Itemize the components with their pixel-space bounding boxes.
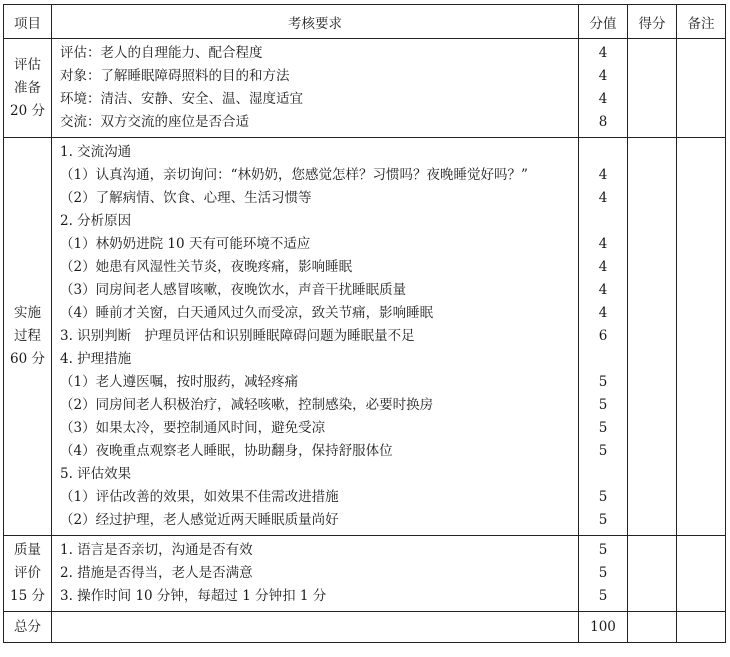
score-value: 5 [598,588,608,604]
requirements-cell [52,39,579,138]
requirement-line: 5. 评估效果 [60,466,132,482]
score-value: 4 [598,190,608,206]
obtained-cell [628,138,677,536]
requirement-line: 1. 语言是否亲切，沟通是否有效 [60,542,253,558]
requirement-line: （3）如果太冷，要控制通风时间，避免受凉 [60,420,326,436]
notes-cell [677,39,726,138]
total-obtained [628,612,677,643]
requirement-line: （4）睡前才关窗，白天通风过久而受凉，致关节痛，影响睡眠 [60,305,434,321]
score-value: 4 [598,282,608,298]
requirement-line: 评估：老人的自理能力、配合程度 [60,45,263,61]
score-value [579,463,627,486]
score-value: 5 [598,512,608,528]
score-value [579,348,627,371]
category-cell: 质量 评价 15 分 [4,536,52,612]
requirement-line: 交流：双方交流的座位是否合适 [60,114,249,130]
score-value: 4 [598,167,608,183]
section-quality-evaluation [4,536,726,612]
score-value: 4 [598,259,608,275]
header-row [4,5,726,39]
score-value: 4 [598,68,608,84]
score-value: 5 [598,443,608,459]
total-empty [52,612,579,643]
score-value: 5 [598,397,608,413]
score-value: 5 [598,420,608,436]
header-notes: 备注 [677,5,726,39]
score-value: 5 [598,489,608,505]
score-value [579,141,627,164]
category-cell: 评估 准备 20 分 [4,39,52,138]
total-row [4,612,726,643]
requirement-line: （2）经过护理，老人感觉近两天睡眠质量尚好 [60,512,339,528]
requirement-line: （1）林奶奶进院 10 天有可能环境不适应 [60,236,311,252]
requirements-cell [52,138,579,536]
score-value: 5 [598,565,608,581]
score-value [579,210,627,233]
score-value: 4 [598,236,608,252]
requirement-line: （2）同房间老人积极治疗，减轻咳嗽，控制感染，必要时换房 [60,397,434,413]
requirement-line: 1. 交流沟通 [60,144,132,160]
score-value: 5 [598,374,608,390]
requirement-line: 2. 措施是否得当，老人是否满意 [60,565,253,581]
requirement-line: （1）评估改善的效果，如效果不佳需改进措施 [60,489,339,505]
total-label: 总分 [4,612,52,643]
score-value: 6 [598,328,608,344]
notes-cell [677,138,726,536]
requirement-line: 3. 操作时间 10 分钟，每超过 1 分钟扣 1 分 [60,588,327,604]
requirement-line: （1）老人遵医嘱，按时服药，减轻疼痛 [60,374,299,390]
score-value: 4 [598,305,608,321]
total-notes [677,612,726,643]
header-item: 项目 [4,5,52,39]
header-score: 分值 [579,5,628,39]
obtained-cell [628,536,677,612]
requirements-cell [52,536,579,612]
header-obtained: 得分 [628,5,677,39]
section-preparation [4,39,726,138]
category-cell: 实施 过程 60 分 [4,138,52,536]
score-cell [579,138,628,536]
requirement-line: （1）认真沟通，亲切询问：“林奶奶，您感觉怎样？习惯吗？夜晚睡觉好吗？” [60,167,528,183]
requirement-line: 4. 护理措施 [60,351,132,367]
section-implementation [4,138,726,536]
score-cell [579,39,628,138]
requirement-line: 对象：了解睡眠障碍照料的目的和方法 [60,68,290,84]
requirement-line: （3）同房间老人感冒咳嗽，夜晚饮水，声音干扰睡眠质量 [60,282,407,298]
requirement-line: 环境：清洁、安静、安全、温、湿度适宜 [60,91,303,107]
requirement-line: （4）夜晚重点观察老人睡眠，协助翻身，保持舒服体位 [60,443,393,459]
notes-cell [677,536,726,612]
requirement-line: （2）了解病情、饮食、心理、生活习惯等 [60,190,312,206]
requirement-line: （2）她患有风湿性关节炎，夜晚疼痛，影响睡眠 [60,259,353,275]
score-value: 4 [598,91,608,107]
score-cell [579,536,628,612]
total-score: 100 [579,612,628,643]
assessment-table [3,4,726,643]
requirement-line: 2. 分析原因 [60,213,132,229]
requirement-line: 3. 识别判断 护理员评估和识别睡眠障碍问题为睡眠量不足 [60,328,415,344]
score-value: 4 [598,45,608,61]
score-value: 5 [598,542,608,558]
header-requirements: 考核要求 [52,5,579,39]
obtained-cell [628,39,677,138]
score-value: 8 [598,114,608,130]
